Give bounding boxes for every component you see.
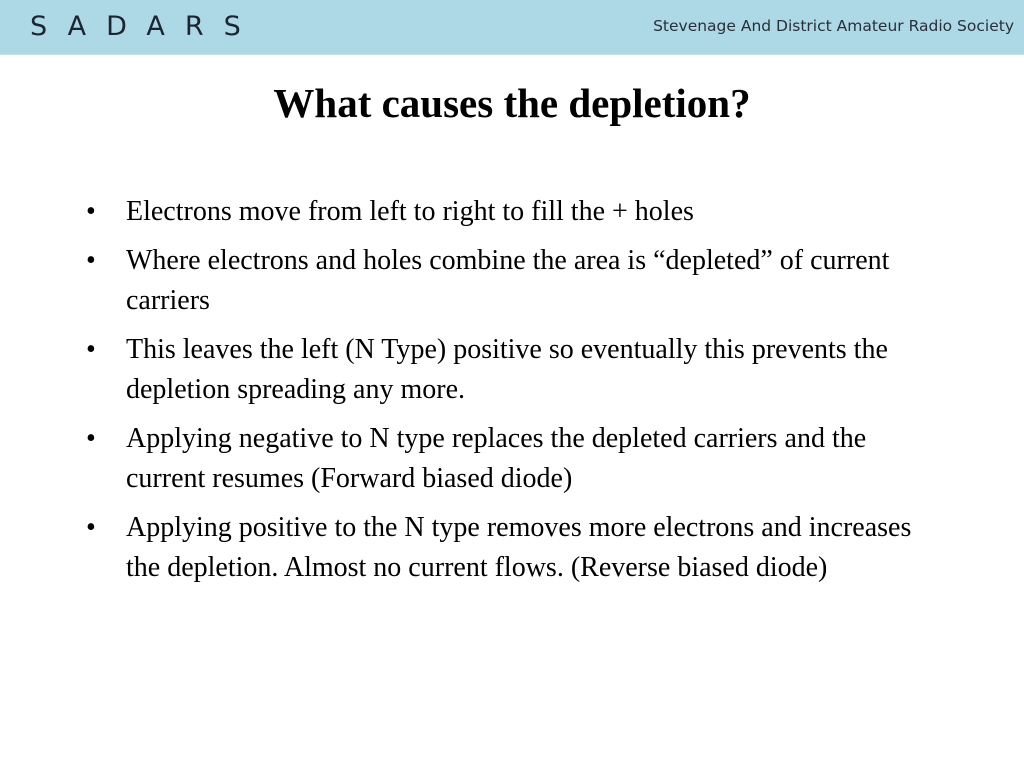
bullet-icon: • xyxy=(86,196,96,227)
bullet-icon: • xyxy=(86,245,96,276)
list-item xyxy=(86,241,936,321)
bullet-text: Applying positive to the N type removes more electrons and increases the depletion. Almost no current flows. (Reverse biased diode) xyxy=(126,512,912,583)
bullet-text: This leaves the left (N Type) positive so eventually this prevents the depletion spreading any more. xyxy=(126,334,888,405)
slide-title: What causes the depletion? xyxy=(273,80,751,126)
list-item xyxy=(86,330,936,410)
bullet-text: Electrons move from left to right to fill the + holes xyxy=(126,196,694,227)
bullet-text: Where electrons and holes combine the area is “depleted” of current carriers xyxy=(126,245,890,316)
logo-text: SADARS xyxy=(30,11,261,42)
society-name: Stevenage And District Amateur Radio Society xyxy=(653,17,1014,35)
bullet-icon: • xyxy=(86,334,96,365)
bullet-icon: • xyxy=(86,512,96,543)
bullet-text: Applying negative to N type replaces the depleted carriers and the current resumes (Forward biased diode) xyxy=(126,423,867,494)
bullet-list xyxy=(86,192,936,597)
list-item xyxy=(86,192,936,232)
header-bar xyxy=(0,0,1024,55)
list-item xyxy=(86,508,936,588)
list-item xyxy=(86,419,936,499)
bullet-icon: • xyxy=(86,423,96,454)
